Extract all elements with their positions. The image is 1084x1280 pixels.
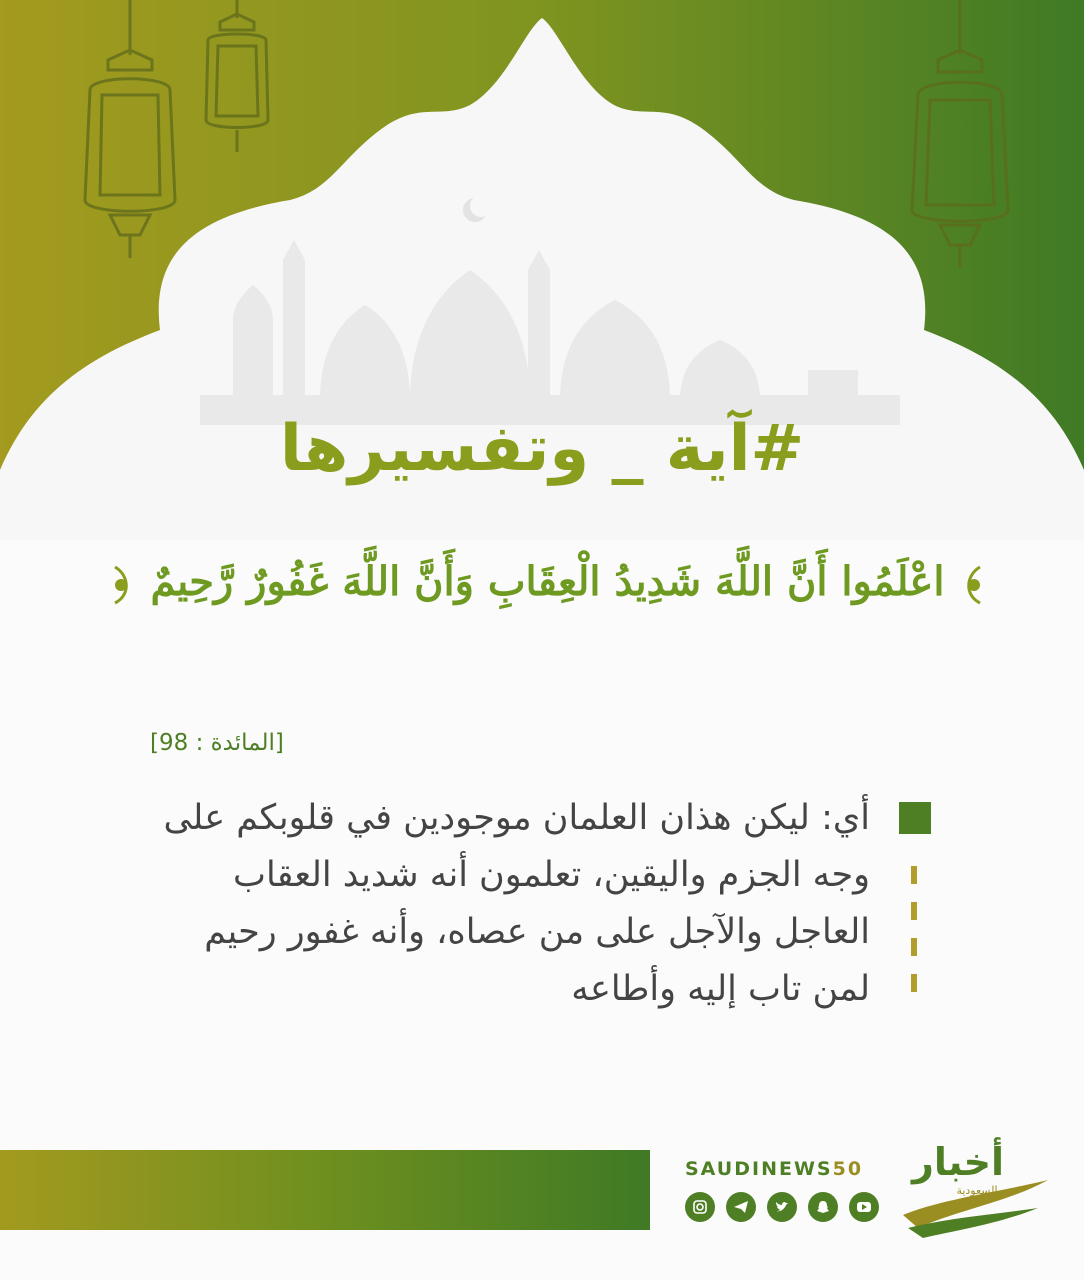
logo-text: أخبار xyxy=(911,1140,1005,1184)
verse-ornament-left-icon xyxy=(107,563,137,607)
snapchat-icon[interactable] xyxy=(808,1192,838,1222)
site-name-number: 50 xyxy=(832,1158,864,1180)
verse-ornament-right-icon xyxy=(958,563,988,607)
divider-dash xyxy=(911,974,917,992)
instagram-icon[interactable] xyxy=(685,1192,715,1222)
divider-dash xyxy=(911,938,917,956)
site-name-text: SAUDINEWS xyxy=(685,1158,833,1180)
site-name[interactable] xyxy=(685,1158,863,1180)
quran-verse xyxy=(60,552,1035,612)
tafsir-text: أي: ليكن هذان العلمان موجودين في قلوبكم على وجه الجزم واليقين، تعلمون أنه شديد العقاب العاجل والآجل على من عصاه، وأنه غفور رحيم لمن تاب إليه وأطاعه xyxy=(163,798,870,1009)
twitter-icon[interactable] xyxy=(767,1192,797,1222)
youtube-icon[interactable] xyxy=(849,1192,879,1222)
verse-reference: [المائدة : 98] xyxy=(150,730,284,756)
social-icons xyxy=(685,1192,879,1222)
footer-bar xyxy=(0,1150,650,1230)
divider-dash xyxy=(911,866,917,884)
page-title: #آية _ وتفسيرها xyxy=(279,412,805,486)
telegram-icon[interactable] xyxy=(726,1192,756,1222)
verse-text: اعْلَمُوا أَنَّ اللَّهَ شَدِيدُ الْعِقَابِ وَأَنَّ اللَّهَ غَفُورٌ رَّحِيمٌ xyxy=(150,558,945,605)
tafsir-bullet-icon xyxy=(899,802,931,834)
divider-dash xyxy=(911,902,917,920)
logo-subtext: السعودية xyxy=(956,1184,998,1197)
